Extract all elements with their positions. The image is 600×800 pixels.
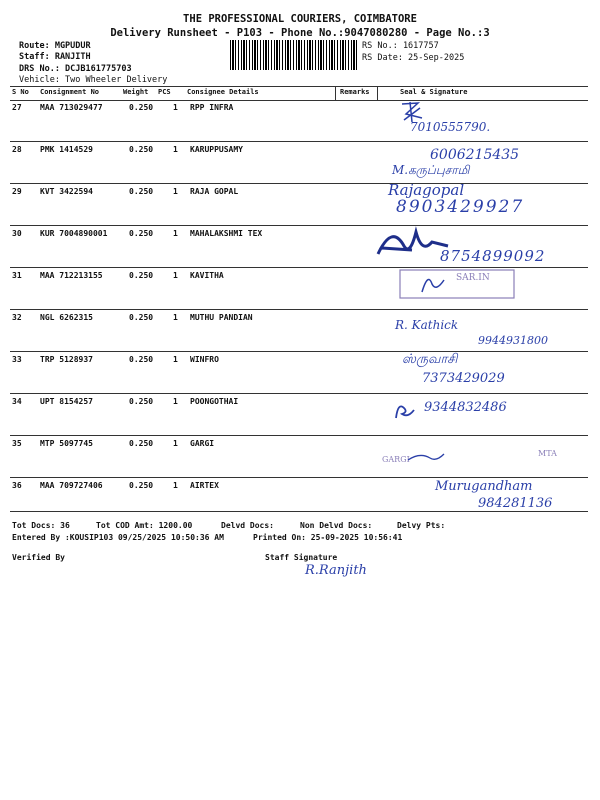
non-delivered-docs: Non Delvd Docs: [300,521,373,530]
pcs: 1 [173,397,178,406]
weight: 0.250 [129,187,154,196]
consignee: RAJA GOPAL [190,187,239,196]
sno: 34 [12,397,22,406]
col-seal-signature: Seal & Signature [400,88,468,96]
consignment-no: MAA 712213155 [40,271,103,280]
stamp-row31 [398,266,518,302]
vehicle: Vehicle: Two Wheeler Delivery [19,75,168,85]
hw-row33-phone: 7373429029 [422,371,505,386]
printed-on: Printed On: 25-09-2025 10:56:41 [253,533,403,542]
weight: 0.250 [129,355,154,364]
verified-by: Verified By [12,553,65,562]
staff: Staff: RANJITH [19,52,91,62]
delivered-docs: Delvd Docs: [221,521,274,530]
sno: 29 [12,187,22,196]
consignee: AIRTEX [190,481,219,490]
hw-row28-name: M.கருப்புசாமி [392,163,470,177]
hw-row34-phone: 9344832486 [424,400,507,415]
company-title: THE PROFESSIONAL COURIERS, COIMBATORE [183,13,417,25]
hw-row28-phone: 6006215435 [430,147,520,163]
sno: 31 [12,271,22,280]
weight: 0.250 [129,271,154,280]
hw-row35-stamp: GARGI [382,455,410,464]
pcs: 1 [173,481,178,490]
staff-signature-label: Staff Signature [265,553,338,562]
hw-row36-name: Murugandham [435,479,533,494]
hw-row31-stamp: SAR.IN [456,273,490,283]
weight: 0.250 [129,439,154,448]
col-consignee: Consignee Details [187,88,259,96]
col-sno: S No [12,88,29,96]
consignment-no: KUR 7004890001 [40,229,108,238]
pcs: 1 [173,439,178,448]
hw-row29-name: Rajagopal [388,181,465,199]
consignment-no: TRP 5128937 [40,355,93,364]
staff-signature: R.Ranjith [305,563,367,578]
sno: 36 [12,481,22,490]
hw-row35-mark: MTA [538,449,557,458]
runsheet-title: Delivery Runsheet - P103 - Phone No.:9047080280 - Page No.:3 [110,27,490,39]
consignment-no: PMK 1414529 [40,145,93,154]
consignee: RPP INFRA [190,103,234,112]
rs-date: RS Date: 25-Sep-2025 [362,53,465,63]
weight: 0.250 [129,481,154,490]
pcs: 1 [173,103,178,112]
hw-row30-phone: 8754899092 [440,247,546,265]
consignee: POONGOTHAI [190,397,239,406]
col-consignment: Consignment No [40,88,100,96]
consignee: MAHALAKSHMI TEX [190,229,263,238]
weight: 0.250 [129,397,154,406]
hw-row32-phone: 9944931800 [478,334,548,347]
pcs: 1 [173,355,178,364]
hw-row29-phone: 8903429927 [396,197,525,217]
weight: 0.250 [129,103,154,112]
consignment-no: MAA 709727406 [40,481,103,490]
weight: 0.250 [129,145,154,154]
total-cod-amount: Tot COD Amt: 1200.00 [96,521,193,530]
consignment-no: MAA 713029477 [40,103,103,112]
drs-number: DRS No.: DCJB161775703 [19,64,132,74]
hw-row36-phone: 984281136 [478,496,553,511]
total-docs: Tot Docs: 36 [12,521,70,530]
weight: 0.250 [129,313,154,322]
pcs: 1 [173,145,178,154]
sno: 32 [12,313,22,322]
col-weight: Weight [123,88,149,96]
consignment-no: MTP 5097745 [40,439,93,448]
consignee: GARGI [190,439,215,448]
sno: 33 [12,355,22,364]
consignee: WINFRO [190,355,219,364]
entered-by: Entered By :KOUSIP103 09/25/2025 10:50:36 AM [12,533,224,542]
col-remarks: Remarks [340,88,370,96]
consignee: KARUPPUSAMY [190,145,243,154]
pcs: 1 [173,187,178,196]
sno: 35 [12,439,22,448]
route: Route: MGPUDUR [19,41,91,51]
scribble-signature-34 [392,400,416,422]
consignment-no: KVT 3422594 [40,187,93,196]
sno: 27 [12,103,22,112]
consignment-no: NGL 6262315 [40,313,93,322]
weight: 0.250 [129,229,154,238]
barcode [230,40,358,70]
hw-row27-phone: 7010555790. [410,120,491,134]
sno: 30 [12,229,22,238]
pcs: 1 [173,313,178,322]
rs-number: RS No.: 1617757 [362,41,439,51]
delivery-points: Delvy Pts: [397,521,446,530]
pcs: 1 [173,229,178,238]
consignee: KAVITHA [190,271,224,280]
hw-row33-name: ஸ்ருவாசி [402,352,458,367]
scribble-signature-35 [406,450,446,466]
consignee: MUTHU PANDIAN [190,313,253,322]
pcs: 1 [173,271,178,280]
sno: 28 [12,145,22,154]
hw-row32-name: R. Kathick [395,318,459,332]
consignment-no: UPT 8154257 [40,397,93,406]
col-pcs: PCS [158,88,171,96]
